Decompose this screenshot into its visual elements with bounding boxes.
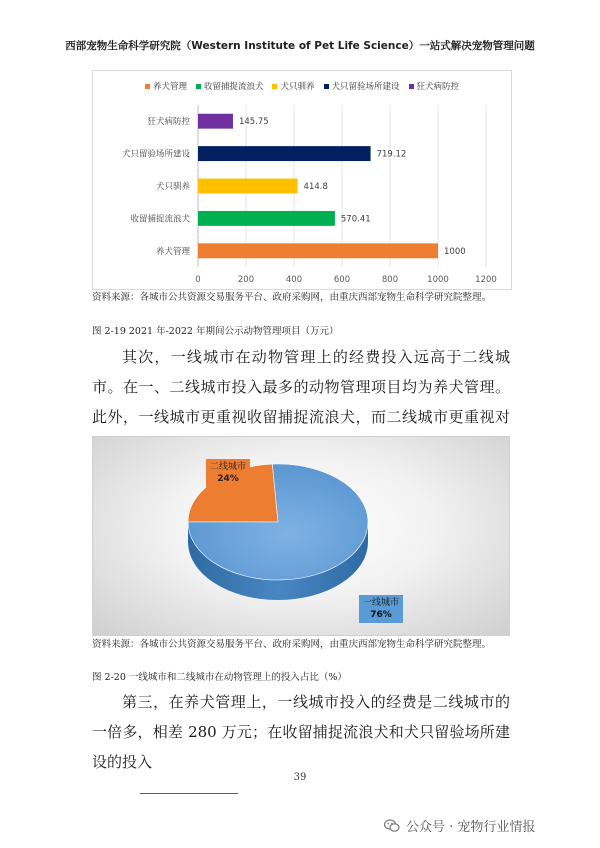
x-tick-label: 1200 xyxy=(475,275,497,285)
legend-label: 犬只驯养 xyxy=(280,82,315,92)
legend-label: 收留捕捉流浪犬 xyxy=(203,82,264,92)
pie-label-second-tier xyxy=(206,459,250,487)
data-label: 1000 xyxy=(444,246,466,257)
bar xyxy=(198,146,371,161)
legend-item xyxy=(272,80,314,92)
figure2-source: 资料来源：各城市公共资源交易服务平台、政府采购网，由重庆西部宠物生命科学研究院整理。 xyxy=(92,639,492,650)
x-tick-label: 1000 xyxy=(427,275,449,285)
x-tick-label: 0 xyxy=(195,275,201,285)
y-tick-label: 犬只留验场所建设 xyxy=(121,149,190,160)
page-number: 39 xyxy=(293,772,307,783)
y-tick-label: 犬只驯养 xyxy=(155,182,190,192)
paragraph-1: 其次，一线城市在动物管理上的经费投入远高于二线城市。在一、二线城市投入最多的动物管理项目均为养犬管理。此外，一线城市更重视收留捕捉流浪犬，而二线城市更重视对 xyxy=(92,348,510,426)
pie-label-percent: 76% xyxy=(370,610,392,620)
legend-swatch xyxy=(145,84,150,89)
y-tick-label: 狂犬病防控 xyxy=(147,117,190,128)
y-tick-label: 收留捕捉流浪犬 xyxy=(130,214,190,225)
legend-label: 犬只留验场所建设 xyxy=(331,82,400,92)
y-tick-label: 养犬管理 xyxy=(155,246,190,257)
bar xyxy=(198,211,335,226)
x-tick-label: 400 xyxy=(285,275,303,285)
pie-label-name: 一线城市 xyxy=(363,598,400,608)
figure1-caption: 图 2-19 2021 年-2022 年期间公示动物管理项目（万元） xyxy=(92,326,339,337)
x-tick-label: 200 xyxy=(237,275,255,285)
footnote-divider xyxy=(140,793,238,794)
bar-chart xyxy=(92,70,512,290)
pie-chart xyxy=(92,436,510,636)
x-tick-label: 800 xyxy=(381,275,399,285)
figure2-caption: 图 2-20 一线城市和二线城市在动物管理上的投入占比（%） xyxy=(92,672,347,683)
chart-legend xyxy=(93,80,511,92)
data-label: 145.75 xyxy=(238,117,269,128)
page-header: 西部宠物生命科学研究院（Western Institute of Pet Life Science）一站式解决宠物管理问题 xyxy=(65,40,535,52)
pie-label-name: 二线城市 xyxy=(210,462,247,472)
legend-label: 狂犬病防控 xyxy=(416,82,460,92)
legend-swatch xyxy=(409,84,414,89)
pie-label-first-tier xyxy=(359,595,403,623)
x-tick-label: 600 xyxy=(333,275,351,285)
legend-label: 养犬管理 xyxy=(152,82,187,92)
figure1-source: 资料来源：各城市公共资源交易服务平台、政府采购网，由重庆西部宠物生命科学研究院整理。 xyxy=(92,292,492,303)
wechat-icon xyxy=(384,819,400,833)
pie-label-percent: 24% xyxy=(217,474,239,484)
paragraph-2: 第三，在养犬管理上，一线城市投入的经费是二线城市的一倍多，相差 280 万元；在收留捕捉流浪犬和犬只留验场所建设的投入 xyxy=(92,693,510,771)
pie-chart-plot xyxy=(93,437,509,635)
legend-swatch xyxy=(272,84,277,89)
legend-item xyxy=(324,80,400,92)
legend-item xyxy=(196,80,264,92)
watermark-text: 公众号 · 宠物行业情报 xyxy=(406,820,536,835)
data-label: 570.41 xyxy=(340,214,371,225)
data-label: 719.12 xyxy=(376,149,407,160)
bar xyxy=(198,243,438,258)
bar-chart-plot xyxy=(93,71,511,289)
bar xyxy=(198,179,298,194)
legend-swatch xyxy=(196,84,201,89)
watermark xyxy=(384,816,535,835)
legend-item xyxy=(145,80,187,92)
data-label: 414.8 xyxy=(303,182,328,192)
bar xyxy=(198,114,233,129)
legend-swatch xyxy=(324,84,329,89)
legend-item xyxy=(409,80,460,92)
